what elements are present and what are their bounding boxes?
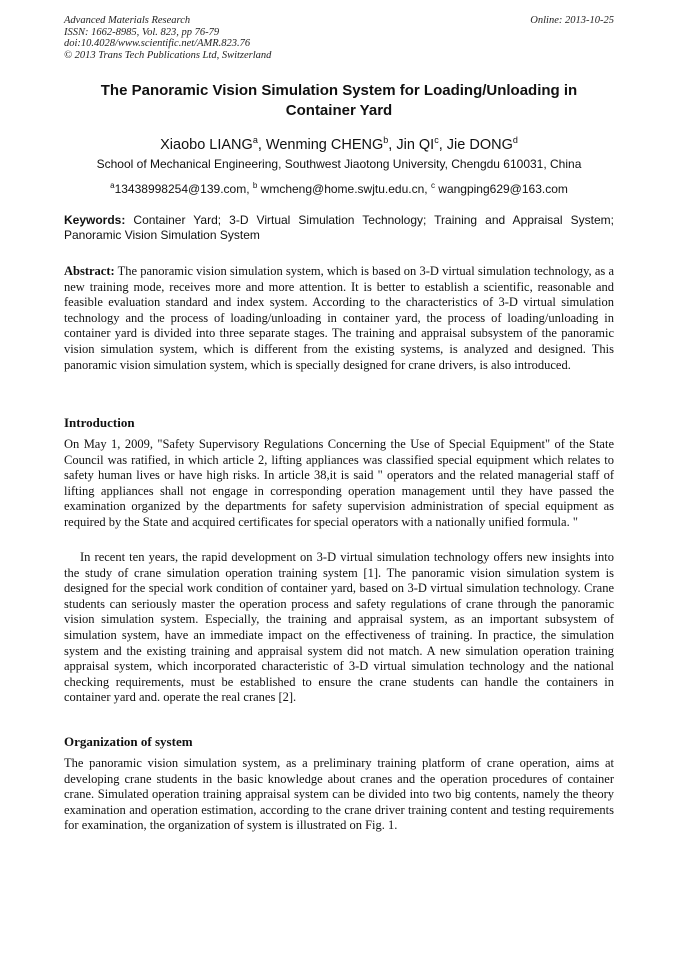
email-address[interactable]: wmcheng@home.swjtu.edu.cn [257,182,425,196]
author-list [64,131,614,154]
author-sep: , [388,136,397,153]
keywords [64,213,614,243]
copyright-line: © 2013 Trans Tech Publications Ltd, Switzerland [64,49,272,61]
introduction-paragraph-1: On May 1, 2009, "Safety Supervisory Regulations Concerning the Use of Special Equipment" of the State Council was ratified, in which article 2, lifting appliances was classified special equipment which relates to safety human lives or have high risks. In article 38,it is said " operators and the related managerial staff of lifting appliances shall not engage in corresponding operation management until they have passed the examination organized by the departments for safety supervision administration of special equipment as required by the State and acquired certificates for special operators with a nationally unified formula. " [64,437,614,529]
email-sep: , [246,182,253,196]
keywords-label: Keywords: [64,213,126,227]
email-address[interactable]: 13438998254@139.com [114,182,247,196]
keywords-text: Container Yard; 3-D Virtual Simulation Technology; Training and Appraisal System; Panoramic Vision Simulation System [64,213,614,242]
author-name: Jie DONG [446,136,513,153]
email-sep: , [424,182,431,196]
abstract [64,264,614,373]
journal-header [64,15,271,61]
affiliation: School of Mechanical Engineering, Southwest Jiaotong University, Chengdu 610031, China [96,157,582,171]
paper-title: The Panoramic Vision Simulation System for Loading/Unloading in Container Yard [100,82,578,119]
introduction-paragraph-2: In recent ten years, the rapid development on 3-D virtual simulation technology offers new insights into the study of crane simulation operation training system [1]. The panoramic vision simulation system is designed for the special work condition of container yard, based on 3-D virtual simulation technology. Crane students can seriously master the operation process and safety regulations of crane through the panoramic vision simulation system. Especially, the training and appraisal system, as an important subsystem of simulation system, have an immediate impact on the effectiveness of training. In practice, the simulation system and the existing training and appraisal system did not match. A new simulation operation training appraisal system, which incorporated characteristic of 3-D virtual simulation technology and the national checking requirements, must be established to ensure the crane students can handle the containers in container yard and. operate the real cranes [2]. [64,550,614,705]
email-sup: a [110,181,115,190]
author-name: Xiaobo LIANG [160,136,253,153]
author-name: Jin QI [396,136,435,153]
author-sup: d [512,135,518,145]
email-address[interactable]: wangping629@163.com [434,182,568,196]
email-list [64,178,614,197]
online-date: Online: 2013-10-25 [530,15,614,26]
section-heading-organization: Organization of system [64,734,193,749]
author-sep: , [257,136,266,153]
doi-line: doi:10.4028/www.scientific.net/AMR.823.76 [64,38,251,49]
author-sup: b [383,135,389,145]
organization-paragraph-1: The panoramic vision simulation system, as a preliminary training platform of crane operation, aims at developing crane students in the basic knowledge about cranes and the operation procedures of container crane. Simulated operation training appraisal system can be divided into two big contents, namely the theory examination and operation estimation, according to the crane driver training content and testing requirements for examination, the organization of system is illustrated on Fig. 1. [64,756,614,833]
email-sup: c [430,181,435,190]
author-name: Wenming CHENG [265,136,384,153]
issn-line: ISSN: 1662-8985, Vol. 823, pp 76-79 [64,26,220,38]
journal-name: Advanced Materials Research [64,15,191,26]
email-sup: b [252,181,258,190]
author-sup: c [434,135,439,145]
abstract-text: The panoramic vision simulation system, which is based on 3-D virtual simulation technology, as a new training mode, receives more and more attention. It is better to establish a scientific, reasonable and feasible evaluation standard and index system. According to the characteristics of 3-D virtual simulation technology and the process of loading/unloading in container yard, the process of loading/unloading in container yard is divided into three separate stages. The training and appraisal subsystem of the panoramic vision simulation system, which is different from the existing systems, is analyzed and designed. This panoramic vision simulation system, which is specially designed for crane drivers, is also introduced. [64,264,614,372]
author-sep: , [438,136,447,153]
author-sup: a [252,135,258,145]
abstract-label: Abstract: [64,264,115,278]
section-heading-introduction: Introduction [64,415,135,430]
